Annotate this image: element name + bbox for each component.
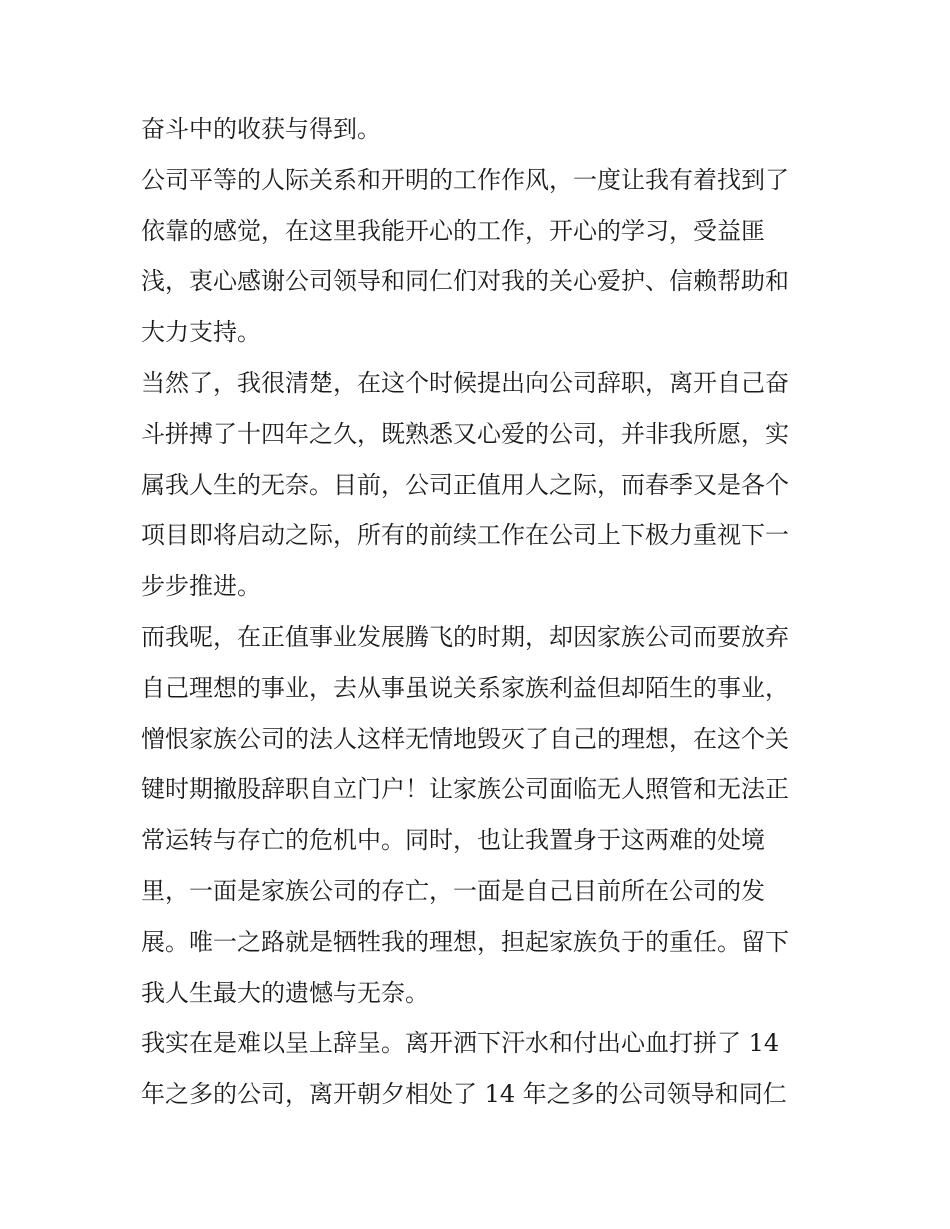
text-line: 斗拼搏了十四年之久，既熟悉又心爱的公司，并非我所愿，实 bbox=[141, 419, 789, 448]
text-line: 自己理想的事业，去从事虽说关系家族利益但却陌生的事业， bbox=[141, 673, 789, 702]
text-line: 而我呢，在正值事业发展腾飞的时期，却因家族公司而要放弃 bbox=[141, 622, 789, 651]
text-line: 当然了，我很清楚，在这个时候提出向公司辞职，离开自己奋 bbox=[141, 368, 789, 397]
text-line: 依靠的感觉，在这里我能开心的工作，开心的学习，受益匪 bbox=[141, 216, 765, 245]
text-line: 展。唯一之路就是牺牲我的理想，担起家族负于的重任。留下 bbox=[141, 927, 789, 956]
text-line: 公司平等的人际关系和开明的工作作风，一度让我有着找到了 bbox=[141, 165, 789, 194]
text-line: 浅，衷心感谢公司领导和同仁们对我的关心爱护、信赖帮助和 bbox=[141, 267, 789, 296]
text-line: 憎恨家族公司的法人这样无情地毁灭了自己的理想，在这个关 bbox=[141, 724, 789, 753]
text-line: 我实在是难以呈上辞呈。离开洒下汗水和付出心血打拼了 14 bbox=[141, 1029, 780, 1058]
text-line: 步步推进。 bbox=[141, 572, 261, 601]
text-line: 常运转与存亡的危机中。同时，也让我置身于这两难的处境 bbox=[141, 826, 765, 855]
text-line: 大力支持。 bbox=[141, 318, 261, 347]
body-text bbox=[141, 104, 831, 1120]
text-line: 年之多的公司，离开朝夕相处了 14 年之多的公司领导和同仁 bbox=[141, 1080, 787, 1109]
text-line: 项目即将启动之际，所有的前续工作在公司上下极力重视下一 bbox=[141, 521, 789, 550]
text-line: 奋斗中的收获与得到。 bbox=[141, 115, 381, 143]
text-line: 属我人生的无奈。目前，公司正值用人之际，而春季又是各个 bbox=[141, 470, 789, 499]
text-line: 键时期撤股辞职自立门户！让家族公司面临无人照管和无法正 bbox=[141, 775, 789, 804]
text-line: 我人生最大的遗憾与无奈。 bbox=[141, 978, 429, 1007]
text-line: 里，一面是家族公司的存亡，一面是自己目前所在公司的发 bbox=[141, 876, 765, 905]
